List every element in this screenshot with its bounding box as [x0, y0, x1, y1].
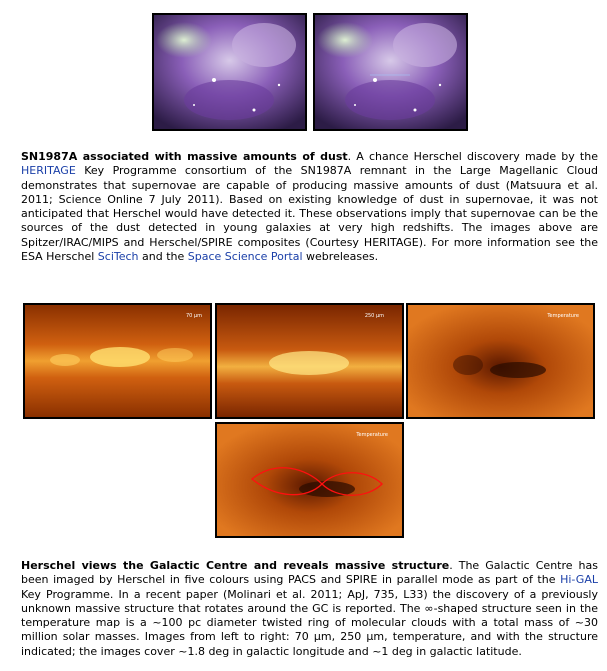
- galactic-image-70um: [23, 303, 212, 419]
- sn1987a-image-right: [313, 13, 468, 131]
- image-label-structure-temperature: Temperature: [356, 432, 388, 438]
- image-label-70um: 70 μm: [185, 313, 202, 319]
- galactic-heading: Herschel views the Galactic Centre and reveals massive structure: [21, 559, 450, 572]
- herschel-sn1987a-image-marked-icon: [315, 15, 466, 129]
- sn1987a-text-1: . A chance Herschel discovery made by the: [347, 150, 598, 163]
- image-label-250um: 250 μm: [364, 313, 384, 319]
- sn1987a-text-4: webreleases.: [302, 250, 379, 264]
- sn1987a-text-2: Key Programme consortium of the SN1987A remnant in the Large Magellanic Cloud demonstrates that supernovae are capable of producing massive amounts of dust (Matsuura et al. 2011; Science Online 7 July 2011). Based on existing knowledge of dust in supernovae, it was not anticipated that Herschel would have detected it. These observations imply that supernovae can be the sources of the dust detected in young galaxies at very high redshifts. The images above are Spitzer/IRAC/MIPS and Herschel/SPIRE composites (Courtesy HERITAGE). For more information see the ESA Herschel: [21, 164, 598, 264]
- galactic-centre-250um-image-icon: [217, 305, 402, 417]
- galactic-text-2: Key Programme. In a recent paper (Molinari et al. 2011; ApJ, 735, L33) the discovery of a previously unknown massive structure that rotates around the GC is reported. The ∞-shaped structure seen in the temperature map is a ~100 pc diameter twisted ring of molecular clouds with a total mass of ~30 million solar masses. Images from left to right: 70 μm, 250 μm, temperature, and with the structure indicated; the images cover ~1.8 deg in galactic longitude and ~1 deg in galactic latitude.: [21, 587, 598, 658]
- sn1987a-text-3: and the: [138, 250, 188, 264]
- heritage-link[interactable]: HERITAGE: [21, 164, 76, 178]
- galactic-image-temperature: [406, 303, 595, 419]
- herschel-sn1987a-image-plain-icon: [154, 15, 305, 129]
- galactic-paragraph: [21, 559, 598, 659]
- sn1987a-paragraph: [21, 150, 598, 264]
- galactic-image-structure: [215, 422, 404, 538]
- sn1987a-heading: SN1987A associated with massive amounts of dust: [21, 150, 348, 163]
- scitech-link[interactable]: SciTech: [97, 250, 139, 264]
- galactic-image-250um: [215, 303, 404, 419]
- space-science-portal-link[interactable]: Space Science Portal: [187, 250, 303, 264]
- galactic-centre-structure-image-icon: [217, 424, 402, 536]
- galactic-centre-70um-image-icon: [25, 305, 210, 417]
- image-label-temperature: Temperature: [547, 313, 579, 319]
- hi-gal-link[interactable]: Hi-GAL: [560, 573, 598, 587]
- galactic-centre-temperature-image-icon: [408, 305, 593, 417]
- galactic-text-1: . The Galactic Centre has been imaged by Herschel in five colours using PACS and SPIRE in parallel mode as part of the: [21, 559, 598, 587]
- sn1987a-image-left: [152, 13, 307, 131]
